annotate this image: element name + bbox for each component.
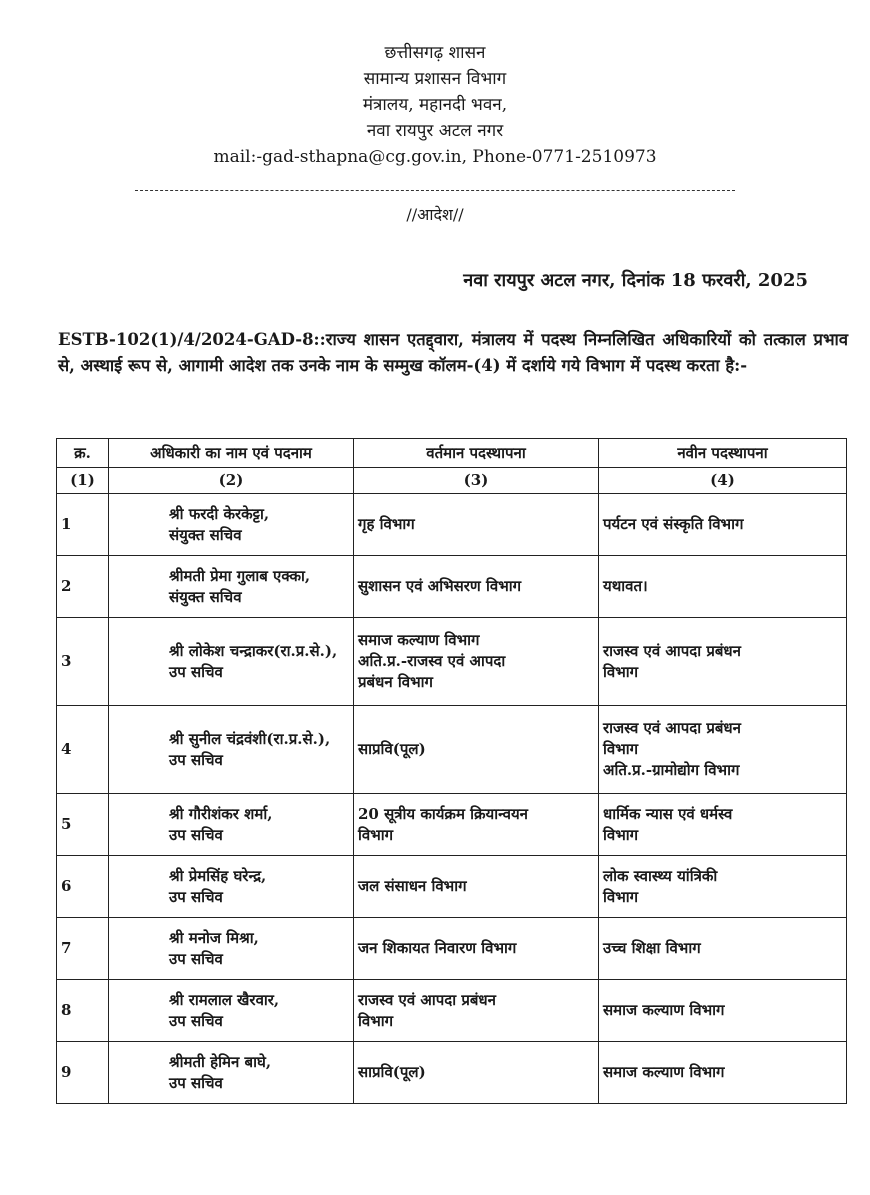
row-serial: 4	[57, 706, 109, 794]
new-posting-line: यथावत।	[603, 577, 648, 595]
letterhead	[0, 40, 870, 170]
table-column-number-row	[57, 468, 847, 494]
current-posting-line: जल संसाधन विभाग	[358, 877, 467, 895]
table-row	[57, 556, 847, 618]
current-posting-line: जन शिकायत निवारण विभाग	[358, 939, 517, 957]
table-row	[57, 980, 847, 1042]
row-serial: 1	[57, 494, 109, 556]
officer-name: श्रीमती प्रेमा गुलाब एक्का,	[169, 566, 311, 585]
current-posting-line: साप्रवि(पूल)	[358, 1063, 426, 1081]
header-current-posting: वर्तमान पदस्थापना	[354, 439, 599, 468]
header-divider	[135, 190, 735, 191]
header-serial: क्र.	[57, 439, 109, 468]
current-posting-line: समाज कल्याण विभाग	[358, 631, 480, 649]
current-posting-line: 20 सूत्रीय कार्यक्रम क्रियान्वयन	[358, 804, 528, 823]
officer-name: श्री मनोज मिश्रा,	[169, 928, 259, 947]
row-officer	[109, 980, 354, 1042]
row-serial: 5	[57, 794, 109, 856]
row-new-posting	[599, 856, 847, 918]
officer-designation: उप सचिव	[169, 750, 223, 769]
column-number: (1)	[57, 468, 109, 494]
table-row	[57, 1042, 847, 1104]
row-officer	[109, 494, 354, 556]
row-current-posting	[354, 556, 599, 618]
row-serial: 9	[57, 1042, 109, 1104]
new-posting-line: राजस्व एवं आपदा प्रबंधन	[603, 719, 741, 737]
officer-designation: उप सचिव	[169, 887, 223, 906]
new-posting-line: विभाग	[603, 887, 639, 906]
current-posting-line: साप्रवि(पूल)	[358, 740, 426, 758]
table-row	[57, 494, 847, 556]
row-current-posting	[354, 856, 599, 918]
column-number: (4)	[599, 468, 847, 494]
new-posting-line: समाज कल्याण विभाग	[603, 1001, 725, 1019]
row-new-posting	[599, 794, 847, 856]
officer-name: श्रीमती हेमिन बाघे,	[169, 1052, 272, 1071]
row-serial: 3	[57, 618, 109, 706]
order-date: नवा रायपुर अटल नगर, दिनांक 18 फरवरी, 2025	[463, 270, 808, 291]
row-current-posting	[354, 918, 599, 980]
column-number: (3)	[354, 468, 599, 494]
table-row	[57, 856, 847, 918]
header-officer-name: अधिकारी का नाम एवं पदनाम	[109, 439, 354, 468]
order-intro-paragraph: ESTB-102(1)/4/2024-GAD-8::राज्य शासन एतद्द्वारा, मंत्रालय में पदस्थ निम्नलिखित अधिकारियों को तत्काल प्रभाव से, अस्थाई रूप से, आगामी आदेश तक उनके नाम के सम्मुख कॉलम-(4) में दर्शाये गये विभाग में पदस्थ करता है:-	[58, 330, 848, 375]
row-new-posting	[599, 494, 847, 556]
table-row	[57, 618, 847, 706]
new-posting-line: समाज कल्याण विभाग	[603, 1063, 725, 1081]
row-current-posting	[354, 794, 599, 856]
row-serial: 2	[57, 556, 109, 618]
row-new-posting	[599, 980, 847, 1042]
current-posting-line: प्रबंधन विभाग	[358, 673, 433, 691]
current-posting-line: गृह विभाग	[358, 515, 415, 533]
row-new-posting	[599, 556, 847, 618]
table-row	[57, 918, 847, 980]
officer-name: श्री सुनील चंद्रवंशी(रा.प्र.से.),	[169, 729, 331, 748]
table-header-row	[57, 439, 847, 468]
letterhead-line-building: मंत्रालय, महानदी भवन,	[362, 95, 508, 115]
officer-designation: उप सचिव	[169, 1073, 223, 1092]
row-new-posting	[599, 618, 847, 706]
row-current-posting	[354, 618, 599, 706]
row-serial: 6	[57, 856, 109, 918]
table-row	[57, 794, 847, 856]
row-officer	[109, 1042, 354, 1104]
row-new-posting	[599, 706, 847, 794]
officer-designation: उप सचिव	[169, 949, 223, 968]
new-posting-line: उच्च शिक्षा विभाग	[603, 939, 701, 957]
officer-designation: उप सचिव	[169, 662, 223, 681]
new-posting-line: राजस्व एवं आपदा प्रबंधन	[603, 641, 741, 660]
letterhead-line-city: नवा रायपुर अटल नगर	[366, 121, 504, 141]
new-posting-line: पर्यटन एवं संस्कृति विभाग	[603, 515, 744, 533]
row-new-posting	[599, 918, 847, 980]
header-new-posting: नवीन पदस्थापना	[599, 439, 847, 468]
officer-name: श्री फरदी केरकेट्टा,	[169, 504, 270, 523]
row-officer	[109, 794, 354, 856]
row-officer	[109, 618, 354, 706]
officer-designation: उप सचिव	[169, 825, 223, 844]
row-officer	[109, 706, 354, 794]
row-current-posting	[354, 494, 599, 556]
new-posting-line: धार्मिक न्यास एवं धर्मस्व	[603, 804, 733, 823]
new-posting-line: विभाग	[603, 662, 639, 681]
row-current-posting	[354, 980, 599, 1042]
posting-table	[56, 438, 847, 1104]
current-posting-line: अति.प्र.-राजस्व एवं आपदा	[358, 652, 506, 670]
new-posting-line: विभाग	[603, 740, 639, 758]
order-heading: //आदेश//	[406, 205, 464, 224]
row-officer	[109, 918, 354, 980]
officer-name: श्री प्रेमसिंह घरेन्द्र,	[169, 866, 267, 885]
new-posting-line: विभाग	[603, 825, 639, 844]
row-current-posting	[354, 1042, 599, 1104]
officer-name: श्री रामलाल खैरवार,	[169, 990, 280, 1009]
row-officer	[109, 856, 354, 918]
current-posting-line: राजस्व एवं आपदा प्रबंधन	[358, 990, 496, 1009]
officer-designation: संयुक्त सचिव	[169, 525, 242, 544]
letterhead-line-government: छत्तीसगढ़ शासन	[384, 43, 486, 63]
new-posting-line: अति.प्र.-ग्रामोद्योग विभाग	[603, 761, 740, 779]
current-posting-line: विभाग	[358, 825, 394, 844]
row-serial: 8	[57, 980, 109, 1042]
row-current-posting	[354, 706, 599, 794]
table-body	[57, 494, 847, 1104]
officer-name: श्री लोकेश चन्द्राकर(रा.प्र.से.),	[169, 641, 338, 660]
officer-name: श्री गौरीशंकर शर्मा,	[169, 804, 273, 823]
officer-designation: उप सचिव	[169, 1011, 223, 1030]
letterhead-contact: mail:-gad-sthapna@cg.gov.in, Phone-0771-2510973	[213, 147, 657, 167]
letterhead-line-department: सामान्य प्रशासन विभाग	[363, 69, 507, 89]
row-serial: 7	[57, 918, 109, 980]
table-row	[57, 706, 847, 794]
current-posting-line: सुशासन एवं अभिसरण विभाग	[358, 577, 522, 595]
row-officer	[109, 556, 354, 618]
new-posting-line: लोक स्वास्थ्य यांत्रिकी	[603, 866, 718, 885]
row-new-posting	[599, 1042, 847, 1104]
current-posting-line: विभाग	[358, 1011, 394, 1030]
officer-designation: संयुक्त सचिव	[169, 587, 242, 606]
column-number: (2)	[109, 468, 354, 494]
